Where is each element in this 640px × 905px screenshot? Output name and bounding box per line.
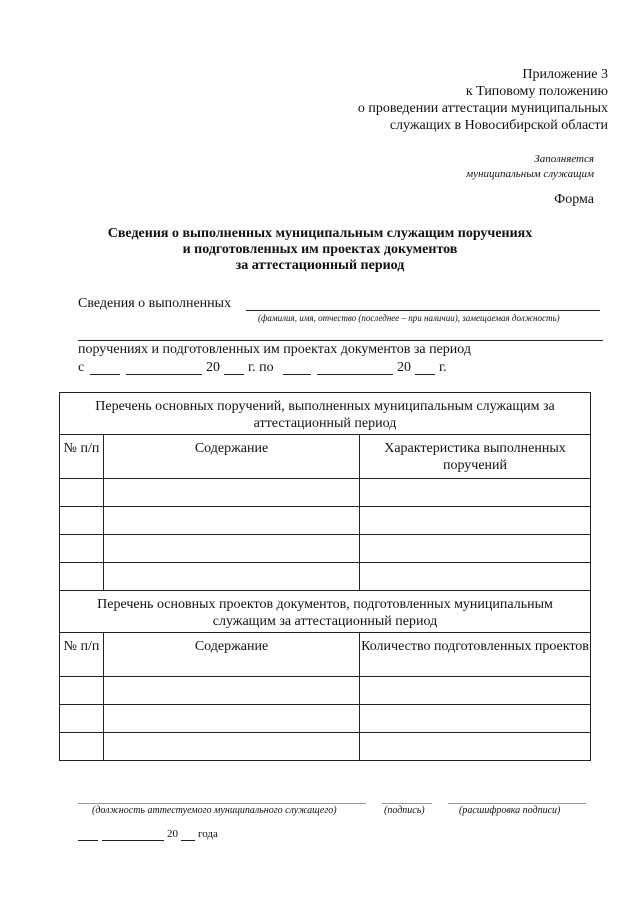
report-table	[59, 392, 591, 761]
cell-count[interactable]	[360, 705, 591, 733]
cell-number[interactable]	[60, 705, 104, 733]
period-month-to-field[interactable]	[317, 374, 393, 375]
filled-by-line: Заполняется	[534, 153, 594, 165]
date-suffix-label: года	[198, 828, 218, 840]
appendix-line: Приложение 3	[522, 67, 608, 82]
period-to-label: г. по	[248, 360, 274, 375]
filled-by-line: муниципальным служащим	[466, 168, 594, 180]
col-content-header: Содержание	[104, 435, 360, 479]
cell-content[interactable]	[104, 563, 360, 591]
table-row	[60, 479, 591, 507]
sign-hint: (подпись)	[384, 805, 425, 816]
title-line: за аттестационный период	[235, 258, 405, 273]
cell-characteristic[interactable]	[360, 535, 591, 563]
name-position-field[interactable]	[246, 310, 600, 311]
cell-content[interactable]	[104, 535, 360, 563]
col-content-header: Содержание	[104, 633, 360, 677]
sign-line[interactable]	[382, 803, 432, 804]
cell-number[interactable]	[60, 677, 104, 705]
intro-label: Сведения о выполненных	[78, 296, 232, 311]
cell-number[interactable]	[60, 535, 104, 563]
period-from-label: с	[78, 360, 85, 375]
position-hint: (должность аттестуемого муниципального служащего)	[92, 805, 337, 816]
appendix-header	[278, 66, 608, 134]
cell-content[interactable]	[104, 507, 360, 535]
continuation-field[interactable]	[78, 340, 603, 341]
position-signature-line[interactable]	[78, 803, 366, 804]
title-line: и подготовленных им проектах документов	[182, 242, 458, 257]
cell-number[interactable]	[60, 479, 104, 507]
cell-content[interactable]	[104, 705, 360, 733]
section1-title: Перечень основных поручений, выполненных муниципальным служащим за аттестационный период	[60, 393, 591, 435]
section2-title: Перечень основных проектов документов, подготовленных муниципальным служащим за аттестационный период	[60, 591, 591, 633]
period-year-to-field[interactable]	[415, 374, 435, 375]
period-day-to-field[interactable]	[283, 374, 311, 375]
decode-hint: (расшифровка подписи)	[459, 805, 561, 816]
cell-number[interactable]	[60, 733, 104, 761]
appendix-line: к Типовому положению	[465, 84, 608, 99]
cell-characteristic[interactable]	[360, 479, 591, 507]
col-number-header: № п/п	[60, 435, 104, 479]
period-day-from-field[interactable]	[90, 374, 120, 375]
cell-characteristic[interactable]	[360, 563, 591, 591]
period-year2-label: 20	[397, 360, 411, 375]
period-year1-label: 20	[206, 360, 220, 375]
appendix-line: служащих в Новосибирской области	[389, 118, 608, 133]
filled-by-note	[294, 152, 594, 182]
table-row	[60, 677, 591, 705]
document-title	[60, 226, 580, 274]
date-year-label: 20	[167, 828, 178, 840]
period-end-label: г.	[439, 360, 447, 375]
table-row	[60, 733, 591, 761]
cell-number[interactable]	[60, 507, 104, 535]
cell-number[interactable]	[60, 563, 104, 591]
period-year-from-field[interactable]	[224, 374, 244, 375]
cell-count[interactable]	[360, 677, 591, 705]
cell-count[interactable]	[360, 733, 591, 761]
decode-line[interactable]	[448, 803, 586, 804]
date-year-field[interactable]	[181, 840, 195, 841]
period-month-from-field[interactable]	[126, 374, 202, 375]
form-label: Форма	[554, 192, 594, 207]
table-row	[60, 563, 591, 591]
cell-characteristic[interactable]	[360, 507, 591, 535]
cell-content[interactable]	[104, 677, 360, 705]
intro-line2: поручениях и подготовленных им проектах документов за период	[78, 342, 472, 357]
table-row	[60, 507, 591, 535]
table-row	[60, 535, 591, 563]
col-characteristic-header: Характеристика выполненных поручений	[360, 435, 591, 479]
title-line: Сведения о выполненных муниципальным служащим поручениях	[107, 226, 533, 241]
cell-content[interactable]	[104, 479, 360, 507]
appendix-line: о проведении аттестации муниципальных	[357, 101, 608, 116]
name-position-hint: (фамилия, имя, отчество (последнее – при наличии), замещаемая должность)	[258, 313, 560, 323]
table-row	[60, 705, 591, 733]
col-number-header: № п/п	[60, 633, 104, 677]
col-count-header: Количество подготовленных проектов	[360, 633, 591, 677]
cell-content[interactable]	[104, 733, 360, 761]
date-month-field[interactable]	[102, 840, 164, 841]
date-day-field[interactable]	[78, 840, 98, 841]
